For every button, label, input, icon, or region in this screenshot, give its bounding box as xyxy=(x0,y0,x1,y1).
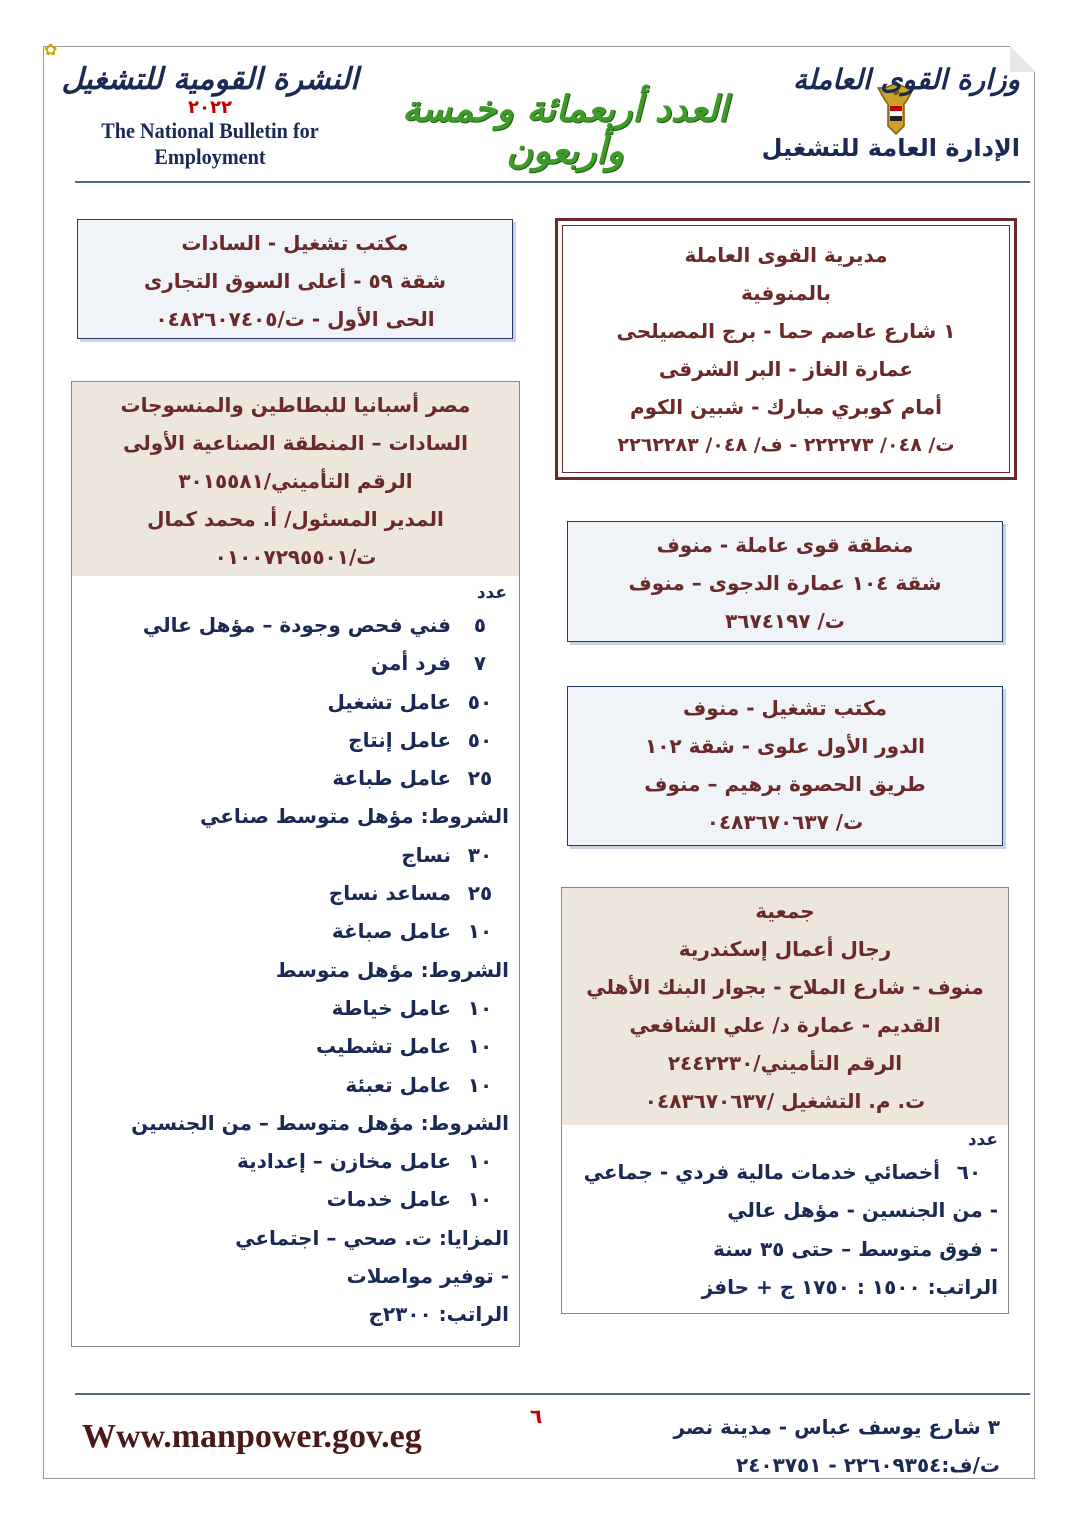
issue-title: العدد أربعمائة وخمسة وأربعون xyxy=(401,88,729,172)
association-line: ت. م. التشغيل /٠٤٨٣٦٧٠٦٣٧ xyxy=(644,1089,926,1113)
egypt-spain-company-header xyxy=(72,382,519,576)
association-job-box xyxy=(561,887,1009,1314)
job-text: عامل طباعة xyxy=(332,766,451,791)
job-row xyxy=(562,1230,998,1268)
job-text: الراتب: ٢٣٠٠ج xyxy=(368,1302,509,1327)
directorate-box-inner xyxy=(562,225,1010,473)
company-line: مصر أسبانيا للبطاطين والمنسوجات xyxy=(120,393,471,417)
bulletin-title-ar: النشرة القومية للتشغيل xyxy=(61,62,359,97)
association-line: القديم - عمارة د/ علي الشافعي xyxy=(629,1013,941,1037)
job-row xyxy=(72,951,509,989)
job-text: عامل تعبئة xyxy=(345,1072,451,1097)
job-row xyxy=(72,606,509,644)
directorate-line: بالمنوفية xyxy=(740,281,832,305)
job-text: أخصائي خدمات مالية فردي - جماعي xyxy=(583,1160,940,1184)
job-text: فرد أمن xyxy=(371,651,451,676)
job-rows xyxy=(562,1153,998,1306)
website-link[interactable]: Www.manpower.gov.eg xyxy=(82,1418,422,1455)
job-row xyxy=(72,1219,509,1257)
job-text: عامل خدمات xyxy=(326,1187,451,1212)
job-text: الراتب: ١٥٠٠ : ١٧٥٠ ج + حافز xyxy=(701,1274,998,1299)
job-text: عامل تشغيل xyxy=(327,689,451,714)
job-text: المزايا: ت. صحي – اجتماعي xyxy=(235,1225,509,1250)
manouf-office-line: الدور الأول علوى - شقة ١٠٢ xyxy=(644,734,926,758)
job-count: ٥٠ xyxy=(467,727,493,752)
job-rows xyxy=(72,606,509,1334)
manouf-office-line: مكتب تشغيل - منوف xyxy=(682,696,888,720)
directorate-line: ١ شارع عاصم حما - برج المصيلحى xyxy=(616,319,956,343)
job-count: ٢٥ xyxy=(467,881,493,906)
directorate-line: ت/ ٠٤٨/ ٢٢٢٢٧٣ - ف/ ٠٤٨/ ٢٢٦٢٢٨٣ xyxy=(617,434,955,456)
bulletin-title-en: The National Bulletin for Employment xyxy=(101,118,319,169)
job-row xyxy=(562,1191,998,1229)
egypt-spain-job-box xyxy=(71,381,520,1347)
job-row xyxy=(562,1153,998,1191)
job-text: عامل إنتاج xyxy=(348,727,451,752)
manouf-zone-line: ت/ ٣٦٧٤١٩٧ xyxy=(725,609,845,633)
job-count: ١٠ xyxy=(467,919,493,944)
job-text: - توفير مواصلات xyxy=(346,1264,509,1289)
footer-contact xyxy=(673,1408,1000,1484)
footer-address: ٣ شارع يوسف عباس - مدينة نصر xyxy=(673,1415,1000,1439)
manouf-zone-line: شقة ١٠٤ عمارة الدجوى – منوف xyxy=(628,571,942,595)
footer-phone: ت/ف:٢٢٦٠٩٣٥٤ - ٢٤٠٣٧٥١ xyxy=(736,1453,1000,1477)
job-text: مساعد نساج xyxy=(328,881,451,906)
association-line: الرقم التأميني/٢٤٤٢٢٣٠ xyxy=(667,1051,903,1075)
company-line: ت/٠١٠٠٧٢٩٥٥٠١ xyxy=(214,545,377,569)
pin-icon: ✿ xyxy=(44,40,58,59)
job-text: فني فحص وجودة – مؤهل عالي xyxy=(142,613,451,637)
job-row xyxy=(562,1268,998,1306)
job-text: نساج xyxy=(401,842,451,867)
job-count: ١٠ xyxy=(467,1149,493,1174)
job-count: ٧ xyxy=(473,651,487,676)
company-line: المدير المسئول/ أ. محمد كمال xyxy=(147,507,444,531)
job-count: ٢٥ xyxy=(467,766,493,791)
job-count: ٥ xyxy=(473,613,487,637)
job-count: ٦٠ xyxy=(956,1160,982,1184)
footer-divider xyxy=(75,1393,1030,1395)
job-row xyxy=(72,836,509,874)
association-line: رجال أعمال إسكندرية xyxy=(678,937,892,961)
sadat-office-box xyxy=(77,219,513,339)
job-text: الشروط: مؤهل متوسط – من الجنسين xyxy=(131,1110,509,1135)
directorate-line: مديرية القوى العاملة xyxy=(684,243,888,267)
job-row xyxy=(72,1104,509,1142)
sadat-office-line: مكتب تشغيل - السادات xyxy=(181,231,409,255)
job-count: ٥٠ xyxy=(467,689,493,714)
company-line: الرقم التأميني/٣٠١٥٥٨١ xyxy=(178,469,413,493)
manouf-office-box xyxy=(567,686,1003,846)
egypt-spain-job-list xyxy=(72,576,519,1334)
association-line: جمعية xyxy=(755,899,815,923)
job-row xyxy=(72,797,509,835)
job-row xyxy=(72,912,509,950)
department-name: الإدارة العامة للتشغيل xyxy=(761,134,1020,162)
ministry-name: وزارة القوى العاملة xyxy=(793,63,1020,96)
job-text: الشروط: مؤهل متوسط صناعي xyxy=(200,804,509,829)
job-text: عامل صباغة xyxy=(331,919,451,944)
job-row xyxy=(72,759,509,797)
job-row xyxy=(72,683,509,721)
association-line: منوف - شارع الملاح - بجوار البنك الأهلي xyxy=(586,975,984,999)
manouf-office-line: طريق الحصوة برهيم – منوف xyxy=(644,772,926,796)
job-count: ١٠ xyxy=(467,1072,493,1097)
job-text: عامل مخازن – إعدادية xyxy=(236,1149,451,1174)
job-count: ١٠ xyxy=(467,1034,493,1059)
bulletin-masthead xyxy=(60,60,360,170)
job-text: - فوق متوسط – حتى ٣٥ سنة xyxy=(713,1236,998,1261)
job-count: ١٠ xyxy=(467,1187,493,1212)
count-header: عدد xyxy=(476,583,507,603)
directorate-box xyxy=(555,218,1017,480)
association-header xyxy=(562,888,1008,1125)
job-row xyxy=(72,1257,509,1295)
job-text: عامل تشطيب xyxy=(315,1034,451,1059)
manouf-zone-line: منطقة قوى عاملة - منوف xyxy=(656,533,914,557)
job-row xyxy=(72,1295,509,1333)
job-row xyxy=(72,1066,509,1104)
manouf-office-line: ت/ ٠٤٨٣٦٧٠٦٣٧ xyxy=(706,810,864,834)
job-text: - من الجنسين - مؤهل عالي xyxy=(727,1198,998,1223)
association-job-list xyxy=(562,1125,1008,1306)
job-text: عامل خياطة xyxy=(331,995,451,1020)
job-row xyxy=(72,1142,509,1180)
job-row xyxy=(72,874,509,912)
page-number: ٦ xyxy=(530,1404,543,1428)
job-row xyxy=(72,721,509,759)
count-header: عدد xyxy=(967,1130,998,1150)
job-row xyxy=(72,989,509,1027)
bulletin-year: ٢٠٢٢ xyxy=(188,97,232,118)
sadat-office-line: الحى الأول - ت/٠٤٨٢٦٠٧٤٠٥ xyxy=(155,307,435,331)
directorate-line: عمارة الغاز - البر الشرقى xyxy=(658,357,914,381)
job-count: ١٠ xyxy=(467,995,493,1020)
job-text: الشروط: مؤهل متوسط xyxy=(275,957,509,982)
job-row xyxy=(72,644,509,682)
job-row xyxy=(72,1027,509,1065)
ministry-masthead xyxy=(760,60,1020,166)
header-divider xyxy=(75,181,1030,183)
manouf-zone-box xyxy=(567,521,1003,642)
job-row xyxy=(72,1180,509,1218)
sadat-office-line: شقة ٥٩ - أعلى السوق التجارى xyxy=(143,269,447,293)
directorate-line: أمام كوبري مبارك - شبين الكوم xyxy=(629,395,943,419)
job-count: ٣٠ xyxy=(467,842,493,867)
company-line: السادات – المنطقة الصناعية الأولى xyxy=(123,431,468,455)
